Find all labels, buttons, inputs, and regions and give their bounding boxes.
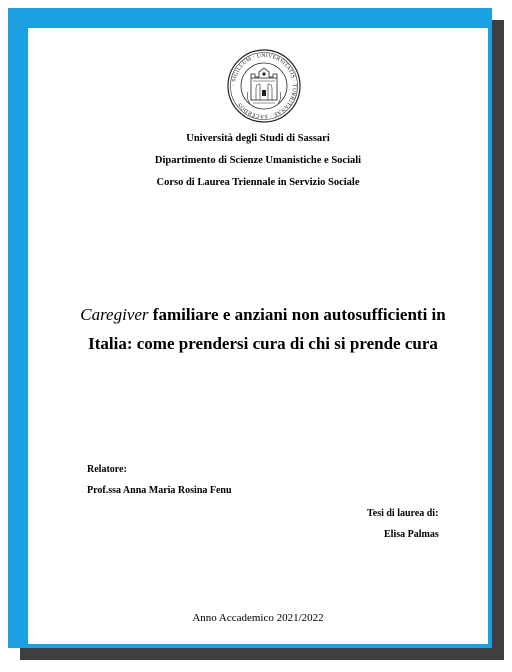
academic-year: Anno Accademico 2021/2022 xyxy=(192,612,324,624)
seal-lettering: · SIGILLUM · UNIVERSITATIS · TURRITANAE · SACERDOS xyxy=(230,52,298,120)
university-seal-icon xyxy=(226,48,302,124)
thesis-title-line-2: Italia: come prendersi cura di chi si prende cura xyxy=(88,334,438,353)
thesis-title-italic: Caregiver xyxy=(80,305,149,324)
candidate-label: Tesi di laurea di: xyxy=(367,508,439,519)
candidate-name: Elisa Palmas xyxy=(384,529,439,540)
thesis-title-line-1-rest: familiare e anziani non autosufficienti in xyxy=(148,305,446,324)
supervisor-name: Prof.ssa Anna Maria Rosina Fenu xyxy=(87,485,232,496)
thesis-title-line-1 xyxy=(68,300,458,329)
thesis-cover-page xyxy=(28,28,488,644)
university-name: Università degli Studi di Sassari xyxy=(186,133,330,144)
course-name: Corso di Laurea Triennale in Servizio Sociale xyxy=(156,177,360,188)
page-frame xyxy=(8,8,492,648)
department-name: Dipartimento di Scienze Umanistiche e Sociali xyxy=(154,155,362,166)
supervisor-label: Relatore: xyxy=(87,464,127,475)
thesis-title xyxy=(68,300,458,358)
